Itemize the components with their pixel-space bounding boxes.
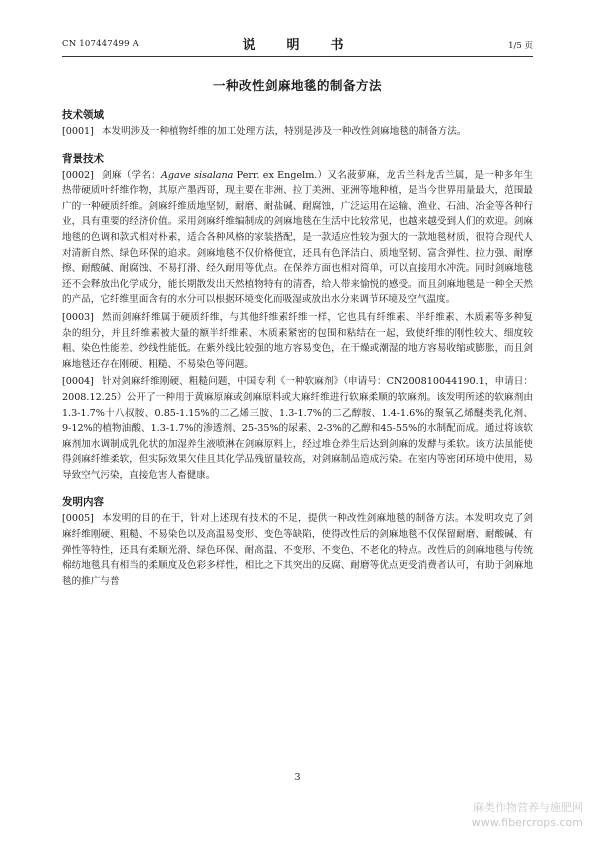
paragraph-0004: [62, 374, 533, 483]
paragraph-text: 剑麻（学名：: [101, 169, 161, 181]
page-header: [62, 34, 533, 54]
paragraph-number: [0003]: [62, 311, 94, 323]
latin-species-name: Agave sisalana: [160, 169, 234, 181]
paragraph-text: 本发明的目的在于，针对上述现有技术的不足，提供一种改性剑麻地毯的制备方法。本发明攻克了剑麻纤维刚硬、粗糙、不易染色以及高温易变形、变色等缺陷，使得改性后的剑麻地毯不仅保留耐磨、耐酸碱、有弹性等特性，还具有柔顺光滑、绿色环保、耐高温、不变形、不变色、不老化的特点。改性后的剑麻地毯与传统棉纺地毯具有相当的柔顺度及色彩多样性，相比之下其突出的反腐、耐磨等优点更受消费者认可，有助于剑麻地毯的推广与普: [62, 513, 533, 587]
paragraph-text: 然而剑麻纤维属于硬质纤维，与其他纤维素纤维一样，它也具有纤维素、半纤维素、木质素等多种复杂的组分，并且纤维素被大量的额半纤维素、木质素紧密的包围和粘结在一起，致使纤维的刚性较大、细度较粗、染色性能差、纱线性能低。在紫外线比较强的地方容易变色，在干燥或潮湿的地方容易收缩或膨胀，而且剑麻地毯还存在刚硬、粗糙、不易染色等问题。: [62, 311, 533, 370]
paragraph-number: [0001]: [62, 126, 94, 137]
page-number: 3: [294, 772, 301, 783]
section-heading-background: 背景技术: [62, 152, 104, 165]
document-body: [62, 108, 533, 589]
paragraph-0003: [62, 310, 533, 372]
paragraph-0002: [62, 168, 533, 308]
paragraph-0001: [62, 124, 533, 140]
document-title: 一种改性剑麻地毯的制备方法: [212, 78, 382, 93]
paragraph-number: [0002]: [62, 169, 94, 181]
watermark-url: www.fibercrops.com: [471, 816, 583, 829]
section-heading-tech-field: 技术领域: [62, 109, 104, 121]
paragraph-number: [0005]: [62, 513, 94, 525]
section-heading-invention: 发明内容: [62, 496, 104, 509]
patent-number: CN 107447499 A: [62, 39, 139, 49]
watermark-title: 麻类作物营养与施肥网: [473, 801, 583, 814]
header-rule: [62, 56, 533, 57]
paragraph-0005: [62, 511, 533, 589]
paragraph-number: [0004]: [62, 376, 94, 388]
paragraph-text: 本发明涉及一种植物纤维的加工处理方法，特别是涉及一种改性剑麻地毯的制备方法。: [101, 126, 467, 137]
document-type: 说 明 书: [242, 38, 353, 53]
page-of-total: 1/5 页: [508, 41, 533, 51]
site-watermark: [472, 800, 583, 830]
paragraph-text: Perr. ex Engelm.）又名菠萝麻，龙舌兰科龙舌兰属，是一种多年生热带硬质叶纤维作物，其原产墨西哥，现主要在非洲、拉丁美洲、亚洲等地种植，是当今世界用量最大，范围最广的一种硬质纤维。剑麻纤维质地坚韧，耐磨、耐盐碱、耐腐蚀，广泛运用在运输、渔业、石油、冶金等各种行业，具有重要的经济价值。采用剑麻纤维编制成的剑麻地毯在生活中比较常见，也越来越受到人们的欢迎。剑麻地毯的色调和款式相对朴素，适合各种风格的家装搭配，是一款适应性较为强大的一款地毯材质，很符合现代人对清新自然、绿色环保的追求。剑麻地毯不仅价格便宜，还具有色泽洁白、质地坚韧、富含弹性、拉力强、耐摩擦、耐酸碱、耐腐蚀、不易打滑、经久耐用等优点。在保养方面也相对简单，可以直接用水冲洗。同时剑麻地毯还不会释放出化学成分，能长期散发出天然植物特有的清香，给人带来愉悦的感受。而且剑麻地毯是一种全天然的产品，它纤维里面含有的水分可以根据环境变化而吸湿或放出水分来调节环境及空气温度。: [62, 169, 533, 306]
paragraph-text: 针对剑麻纤维刚硬、粗糙问题，中国专利《一种软麻剂》（申请号：CN200810044190.1，申请日：2008.12.25）公开了一种用于黄麻原麻或剑麻原料或大麻纤维进行软麻柔顺的软麻剂。该发明所述的软麻剂由1.3-1.7%十八叔胺、0.85-1.15%的二乙烯三胺、1.3-1.7%的二乙醇胺、1.4-1.6%的聚氧乙烯醚类乳化剂、9-12%的植物油酸、1.3-1.7%的渗透剂、25-35%的尿素、2-3%的乙醇和45-55%的水制配而成。通过将该软麻剂加水调制成乳化状的加湿养生液喷淋在剑麻原料上，经过堆仓养生后达到剑麻的发酵与柔软。该方法虽能使得剑麻纤维柔软，但实际效果欠佳且其化学品残留量较高，对剑麻制品造成污染。在室内等密闭环境中使用，易导致空气污染，直接危害人畜健康。: [62, 376, 533, 481]
